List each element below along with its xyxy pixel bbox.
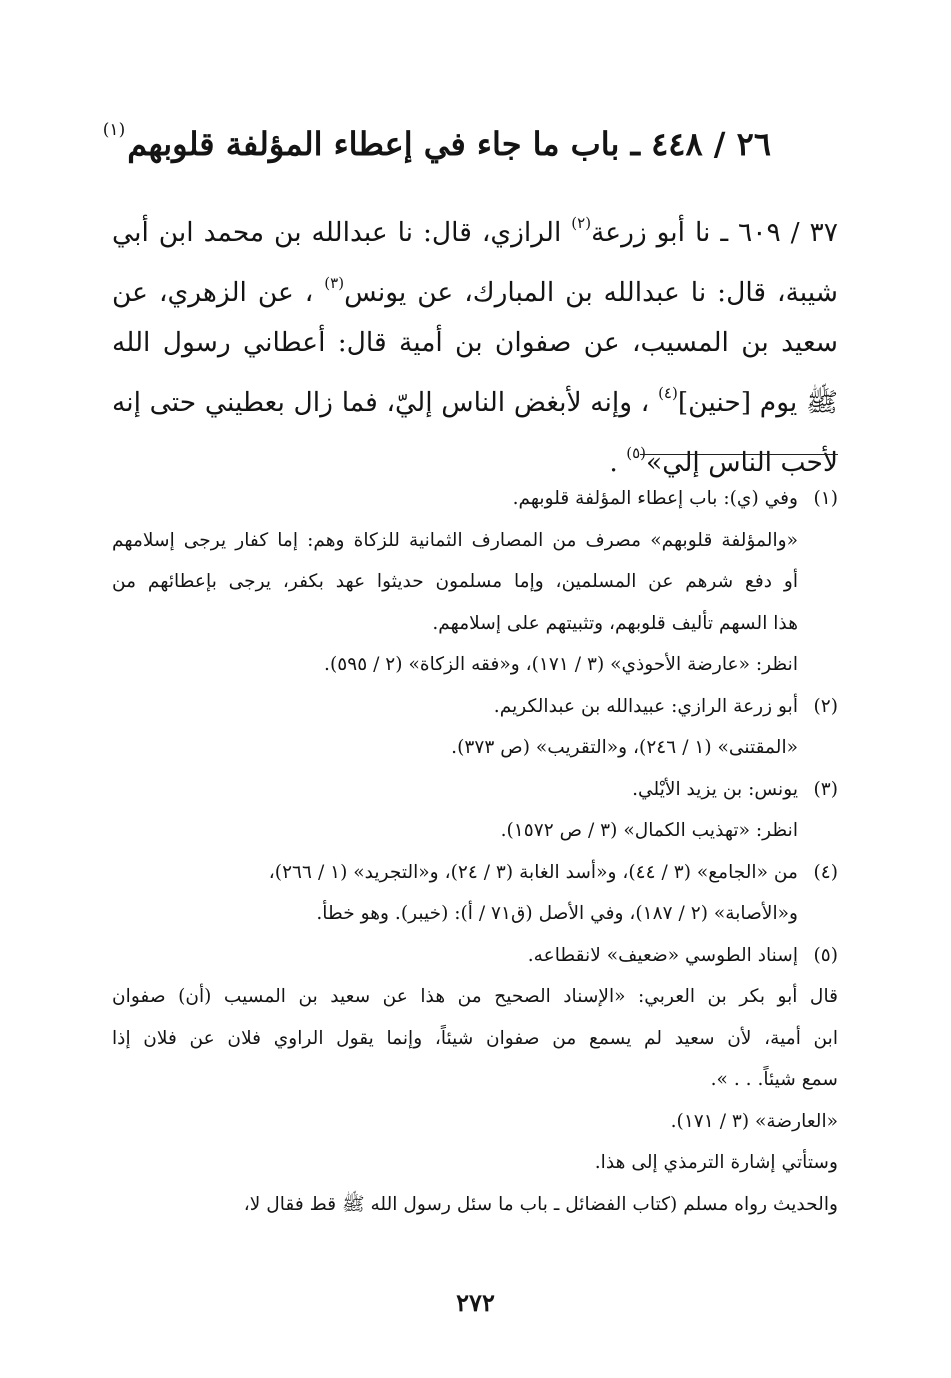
- footnote-text: إسناد الطوسي «ضعيف» لانقطاعه.: [527, 944, 798, 966]
- chapter-title-text: ٢٦ / ٤٤٨ ـ باب ما جاء في إعطاء المؤلفة قلوبهم: [127, 125, 771, 163]
- footnote-text: وفي (ي): باب إعطاء المؤلفة قلوبهم.: [512, 488, 798, 509]
- hadith-text: [112, 198, 838, 488]
- footnote-4-line: و«الأصابة» (٢ / ١٨٧)، وفي الأصل (ق٧١ / أ): (خيبر). وهو خطأ.: [316, 903, 798, 924]
- footnote-text: من «الجامع» (٣ / ٤٤)، و«أسد الغابة (٣ / ٢٤)، و«التجريد» (١ / ٢٦٦)،: [268, 861, 798, 883]
- footnote-2-line: «المقتنى» (١ / ٢٤٦)، و«التقريب» (ص ٣٧٣).: [451, 737, 798, 758]
- footnote-separator: [640, 454, 838, 455]
- hadith-segment: الرازي، قال: نا عبدالله بن محمد ابن أبي شيبة، قال: نا عبدالله بن المبارك، عن يونس: [112, 217, 838, 308]
- footnote-3-line: انظر: «تهذيب الكمال» (٣ / ص ١٥٧٢).: [500, 820, 798, 841]
- footnote-1-line: أو دفع شرهم عن المسلمين، وإما مسلمون حديثوا عهد بكفر، يرجى بإعطائهم من: [112, 571, 798, 592]
- footnote-2-line: [112, 686, 838, 728]
- footnote-5-line: [112, 935, 838, 977]
- footnote-number: (٥): [813, 944, 838, 966]
- footnote-5-line: ابن أمية، لأن سعيد لم يسمع من صفوان شيئاً، وإنما يقول الراوي فلان عن فلان إذا: [112, 1027, 838, 1049]
- footnote-5-line: وستأتي إشارة الترمذي إلى هذا.: [594, 1152, 838, 1173]
- footnote-ref: (١): [102, 120, 126, 140]
- footnote-ref: (٣): [324, 274, 345, 292]
- hadith-segment: ، عن الزهري، عن سعيد بن المسيب، عن صفوان بن أمية قال: أعطاني رسول الله ﷺ يوم [حنين]: [112, 277, 838, 418]
- footnote-number: (٣): [813, 778, 838, 800]
- footnote-ref: (٤): [658, 384, 678, 402]
- footnote-5-line: سمع شيئاً. . . ».: [710, 1069, 838, 1090]
- footnote-number: (٤): [813, 861, 838, 883]
- chapter-title: [102, 106, 771, 168]
- footnote-number: (١): [813, 488, 838, 509]
- footnote-ref: (٥): [626, 444, 647, 462]
- footnotes: [112, 478, 838, 1225]
- footnote-1-line: انظر: «عارضة الأحوذي» (٣ / ١٧١)، و«فقه الزكاة» (٢ / ٥٩٥).: [324, 654, 798, 675]
- page-number: ٢٧٢: [456, 1288, 495, 1317]
- footnote-1-line: هذا السهم تأليف قلوبهم، وتثبيتهم على إسلامهم.: [432, 612, 798, 634]
- hadith-segment: ٣٧ / ٦٠٩ ـ نا أبو زرعة: [591, 217, 839, 248]
- footnote-number: (٢): [813, 695, 838, 717]
- footnote-1-line: [112, 478, 838, 520]
- footnote-ref: (٢): [571, 214, 592, 232]
- footnote-5-line: قال أبو بكر بن العربي: «الإسناد الصحيح من هذا عن سعيد بن المسيب (أن) صفوان: [112, 986, 838, 1007]
- hadith-segment: .: [609, 447, 627, 478]
- footnote-5-line: «العارضة» (٣ / ١٧١).: [670, 1110, 838, 1132]
- footnote-5-line: والحديث رواه مسلم (كتاب الفضائل ـ باب ما سئل رسول الله ﷺ قط فقال لا،: [243, 1193, 838, 1215]
- footnote-text: يونس: بن يزيد الأيْلي.: [632, 778, 798, 800]
- footnote-text: أبو زرعة الرازي: عبيدالله بن عبدالكريم.: [493, 695, 798, 717]
- footnote-4-line: [112, 852, 838, 894]
- footnote-1-line: «والمؤلفة قلوبهم» مصرف من المصارف الثمانية للزكاة وهم: إما كفار يرجى إسلامهم: [112, 529, 798, 551]
- footnote-3-line: [112, 769, 838, 811]
- hadith-segment: ، وإنه لأبغض الناس إليّ، فما زال بعطيني حتى إنه لأحب الناس إلي»: [112, 387, 838, 478]
